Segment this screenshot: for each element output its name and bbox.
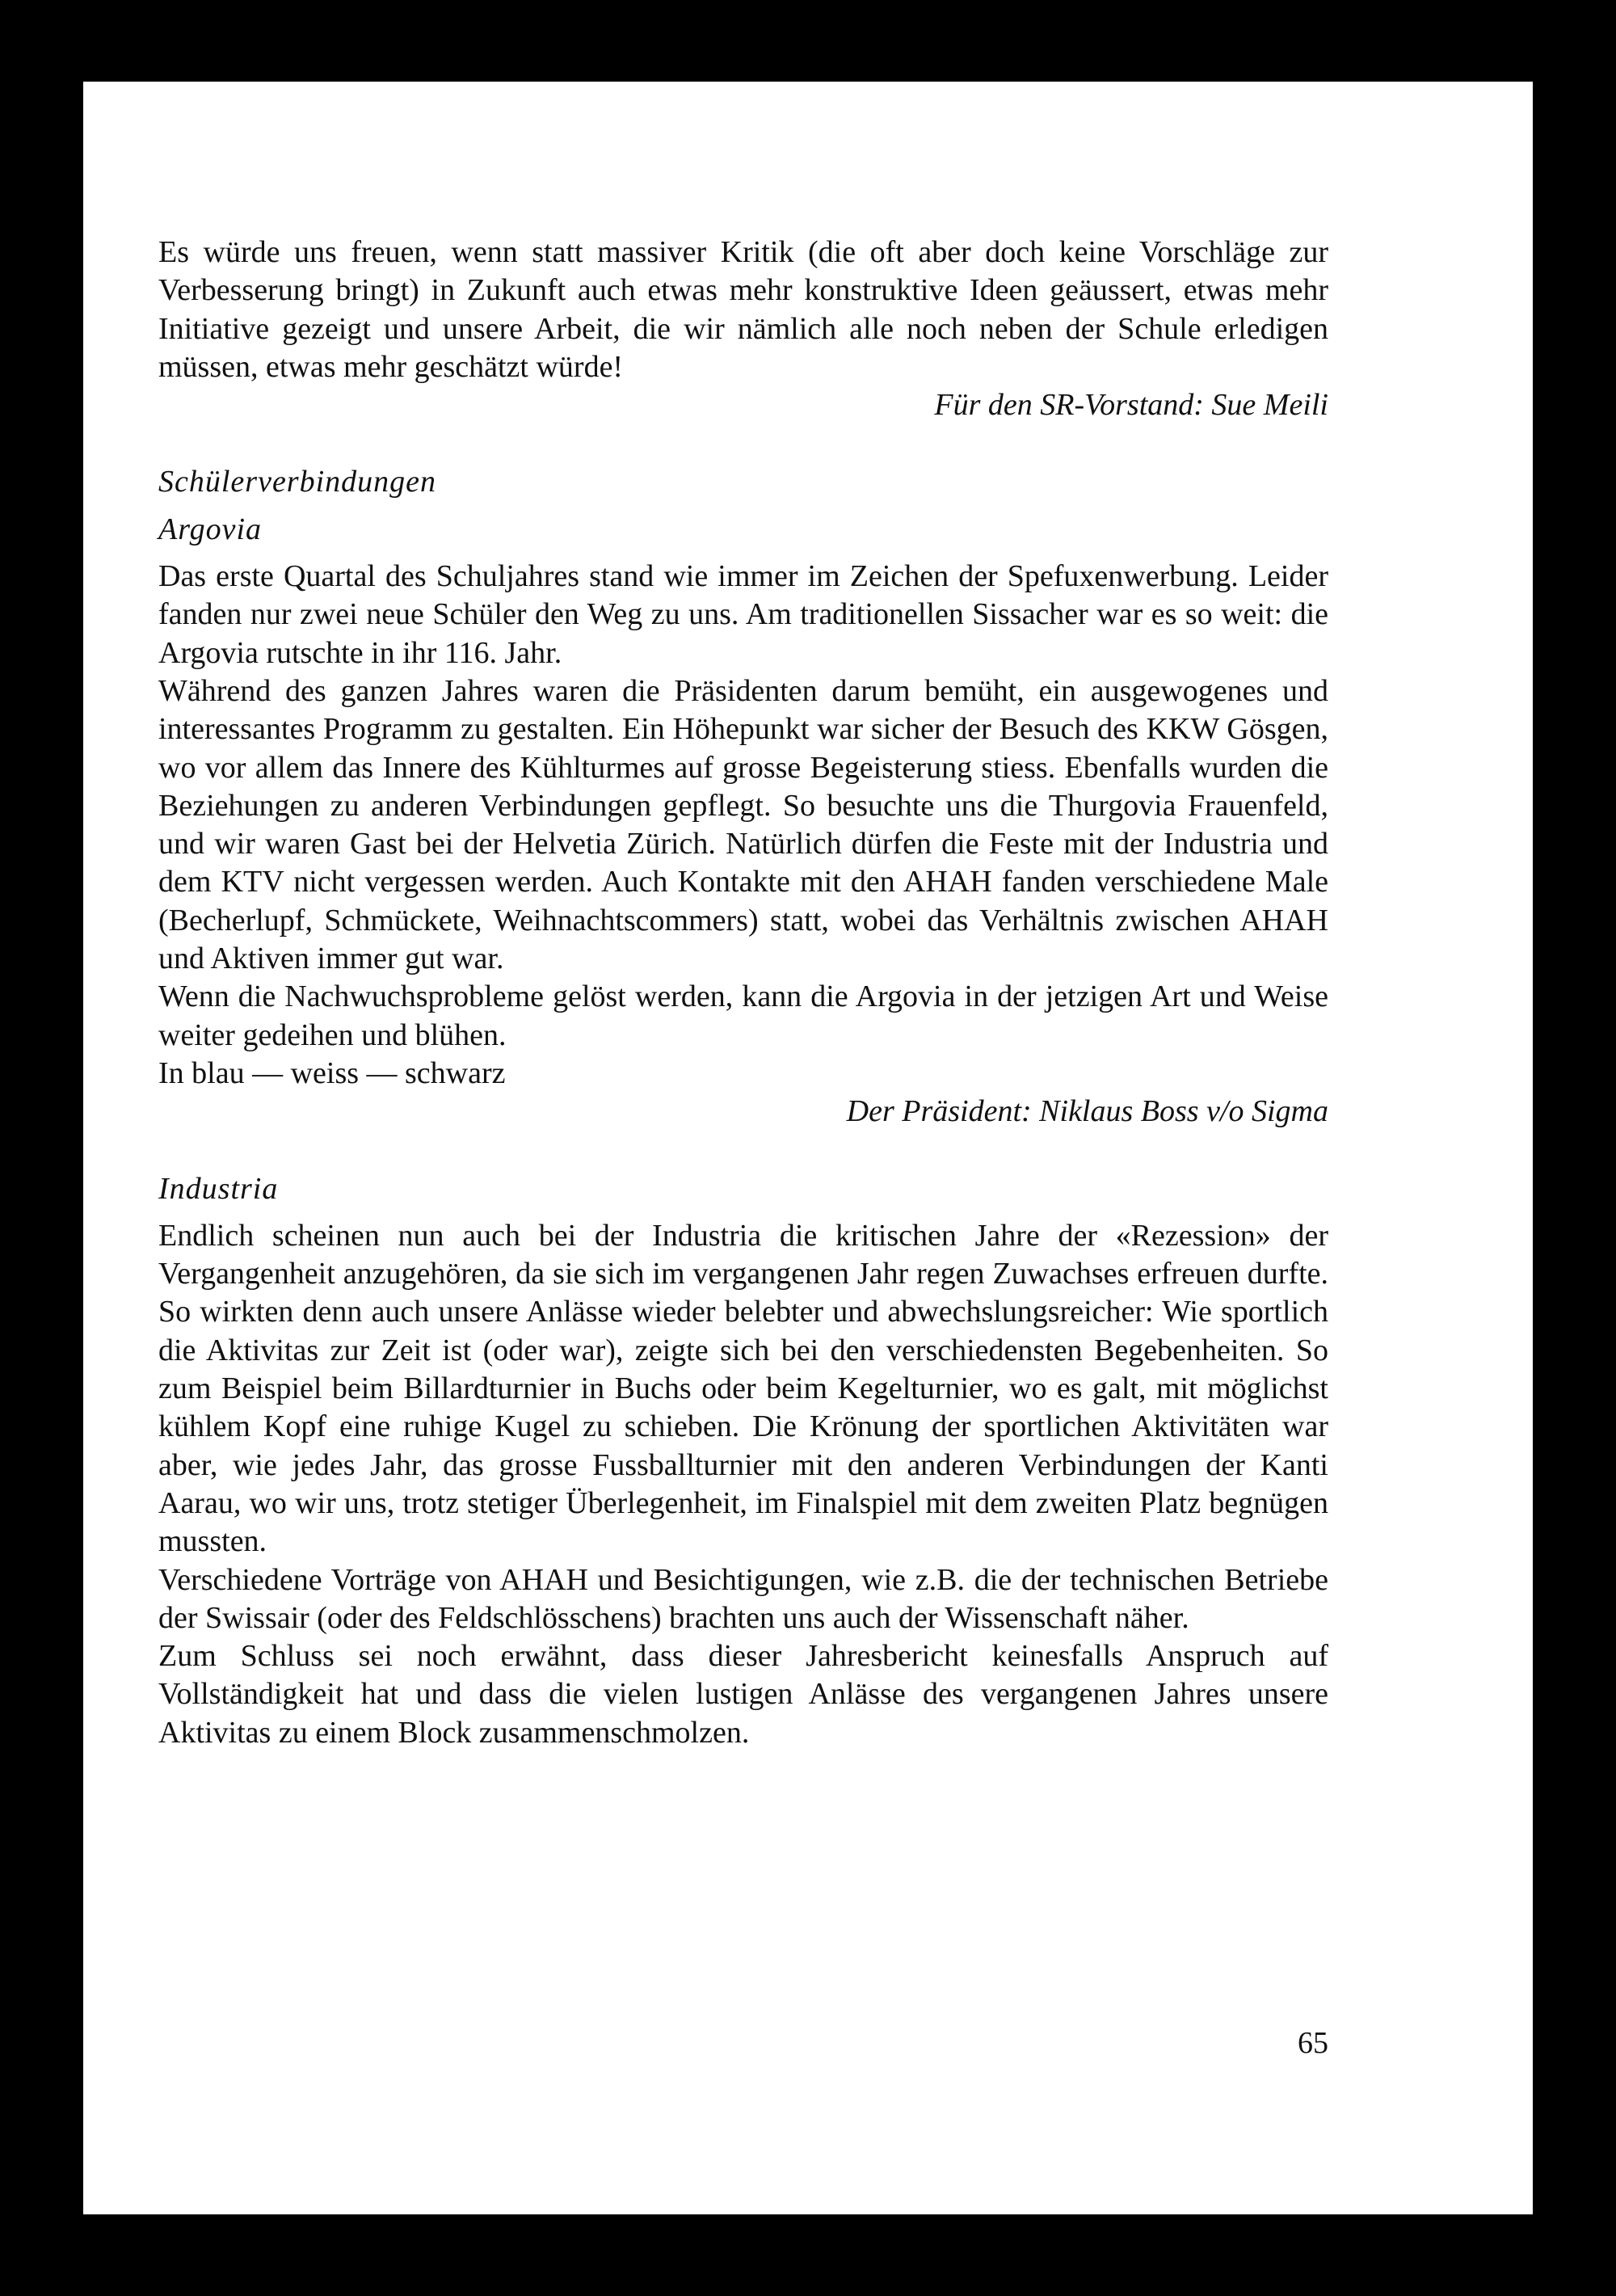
argovia-paragraph-3: Wenn die Nachwuchsprobleme gelöst werden, kann die Argovia in der jetzigen Art und Weise weiter gedeihen und blühen.	[158, 979, 1328, 1052]
page-text	[158, 234, 1328, 1752]
page-number: 65	[1298, 2026, 1328, 2060]
argovia-signature: Der Präsident: Niklaus Boss v/o Sigma	[846, 1094, 1328, 1129]
argovia-title: Argovia	[158, 512, 263, 546]
industria-paragraph-1: Endlich scheinen nun auch bei der Industria die kritischen Jahre der «Rezession» der Vergangenheit anzugehören, da sie sich im vergangenen Jahr regen Zuwachses erfreuen durfte. So wirkten denn auch unsere Anlässe wieder belebter und abwechslungsreicher: Wie sportlich die Aktivitas zur Zeit ist (oder war), zeigte sich bei den verschiedensten Begebenheiten. So zum Beispiel beim Billardturnier in Buchs oder beim Kegelturnier, wo es galt, mit möglichst kühlem Kopf eine ruhige Kugel zu schieben. Die Krönung der sportlichen Aktivitäten war aber, wie jedes Jahr, das grosse Fussballturnier mit den anderen Verbindungen der Kanti Aarau, wo wir uns, trotz stetiger Überlegenheit, im Finalspiel mit dem zweiten Platz begnügen mussten.	[158, 1218, 1328, 1559]
industria-title: Industria	[158, 1171, 279, 1206]
document-page	[83, 82, 1533, 2214]
section-title: Schülerverbindungen	[158, 465, 437, 499]
industria-paragraph-2: Verschiedene Vorträge von AHAH und Besichtigungen, wie z.B. die der technischen Betriebe der Swissair (oder des Feldschlösschens) brachten uns auch der Wissenschaft näher.	[158, 1562, 1328, 1635]
intro-paragraph: Es würde uns freuen, wenn statt massiver Kritik (die oft aber doch keine Vorschläge zur Verbesserung bringt) in Zukunft auch etwas mehr konstruktive Ideen geäussert, etwas mehr Initiative gezeigt und unsere Arbeit, die wir nämlich alle noch neben der Schule erledigen müssen, etwas mehr geschätzt würde!	[158, 235, 1328, 384]
argovia-paragraph-1: Das erste Quartal des Schuljahres stand wie immer im Zeichen der Spefuxenwerbung. Leider fanden nur zwei neue Schüler den Weg zu uns. Am traditionellen Sissacher war es so weit: die Argovia rutschte in ihr 116. Jahr.	[158, 559, 1328, 670]
argovia-motto: In blau — weiss — schwarz	[158, 1055, 506, 1090]
intro-signature: Für den SR-Vorstand: Sue Meili	[934, 388, 1328, 423]
industria-paragraph-3: Zum Schluss sei noch erwähnt, dass dieser Jahresbericht keinesfalls Anspruch auf Vollständigkeit hat und dass die vielen lustigen Anlässe des vergangenen Jahres unsere Aktivitas zu einem Block zusammenschmolzen.	[158, 1639, 1328, 1750]
argovia-paragraph-2: Während des ganzen Jahres waren die Präsidenten darum bemüht, ein ausgewogenes und interessantes Programm zu gestalten. Ein Höhepunkt war sicher der Besuch des KKW Gösgen, wo vor allem das Innere des Kühlturmes auf grosse Begeisterung stiess. Ebenfalls wurden die Beziehungen zu anderen Verbindungen gepflegt. So besuchte uns die Thurgovia Frauenfeld, und wir waren Gast bei der Helvetia Zürich. Natürlich dürfen die Feste mit der Industria und dem KTV nicht vergessen werden. Auch Kontakte mit den AHAH fanden verschiedene Male (Becherlupf, Schmückete, Weihnachtscommers) statt, wobei das Verhältnis zwischen AHAH und Aktiven immer gut war.	[158, 673, 1328, 976]
